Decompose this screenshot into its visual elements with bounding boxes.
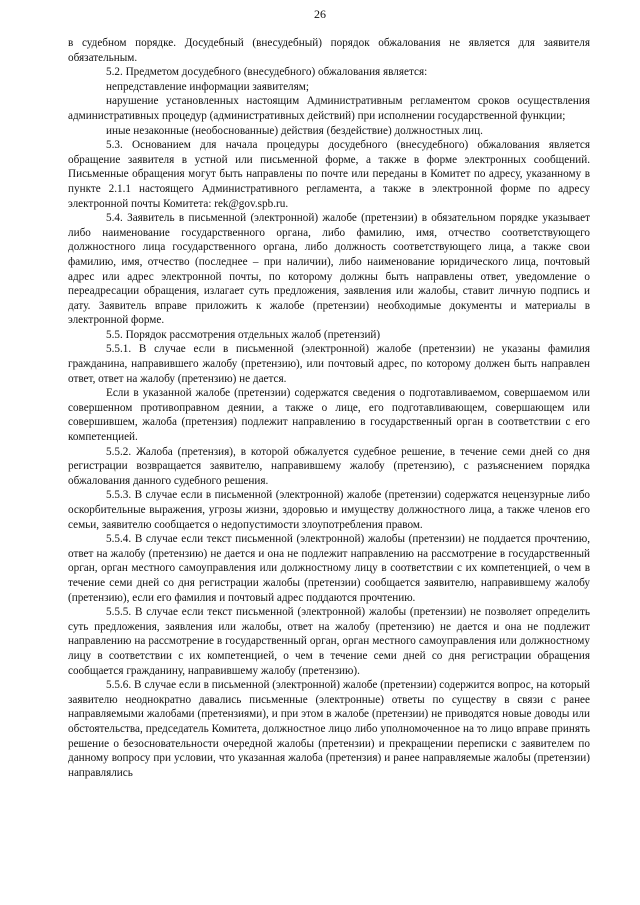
paragraph: 5.5.3. В случае если в письменной (электронной) жалобе (претензии) содержатся нецензурные либо оскорбительные выражения, угрозы жизни, здоровью и имуществу должностного лица, а также членов его семьи, заявителю сообщается о недопустимости злоупотребления правом. xyxy=(68,489,590,531)
paragraph: 5.4. Заявитель в письменной (электронной) жалобе (претензии) в обязательном порядке указывает либо наименование государственного органа, либо фамилию, имя, отчество соответствующего должностного лица государственного органа, либо должность соответствующего лица, а также свои фамилию, имя, отчество (последнее – при наличии), либо наименование юридического лица, почтовый адрес или адрес электронной почты, по которому должны быть направлены ответ, уведомление о переадресации обращения, излагает суть предложения, заявления или жалобы, ставит личную подпись и дату. Заявитель вправе приложить к жалобе (претензии) необходимые документы и материалы в электронной форме. xyxy=(68,212,590,327)
paragraph: нарушение установленных настоящим Административным регламентом сроков осуществления административных процедур (административных действий) при исполнении государственной функции; xyxy=(68,95,590,122)
paragraph: иные незаконные (необоснованные) действия (бездействие) должностных лиц. xyxy=(106,124,483,137)
document-body xyxy=(68,36,590,780)
paragraph: 5.5.6. В случае если в письменной (электронной) жалобе (претензии) содержится вопрос, на который заявителю неоднократно давались письменные (электронные) ответы по существу в связи с ранее направляемыми жалобами (претензиями), и при этом в жалобе (претензии) не приводятся новые доводы или обстоятельства, председатель Комитета, должностное лицо либо уполномоченное на то лицо вправе принять решение о безосновательности очередной жалобы (претензии) и прекращении переписки с заявителем по данному вопросу при условии, что указанная жалоба (претензия) и ранее направляемые жалобы (претензии) направлялись xyxy=(68,679,590,779)
paragraph: 5.5.1. В случае если в письменной (электронной) жалобе (претензии) не указаны фамилия гражданина, направившего жалобу (претензию), или почтовый адрес, по которому должен быть направлен ответ, ответ на жалобу (претензию) не дается. xyxy=(68,343,590,385)
paragraph: непредставление информации заявителям; xyxy=(106,80,309,93)
paragraph: 5.3. Основанием для начала процедуры досудебного (внесудебного) обжалования является обращение заявителя в устной или письменной форме, а также в форме электронных сообщений. Письменные обращения могут быть направлены по почте или переданы в Комитет по адресу, указанному в пункте 2.1.1 настоящего Административного регламента, а также в электронной форме по адресу электронной почты Комитета: rek@gov.spb.ru. xyxy=(68,139,590,210)
paragraph: 5.5.5. В случае если текст письменной (электронной) жалобы (претензии) не позволяет определить суть предложения, заявления или жалобы, ответ на жалобу (претензию) не дается и она не подлежит направлению на рассмотрение в государственный орган, орган местного самоуправления или должностному лицу в соответствии с их компетенцией, о чем в течение семи дней со дня регистрации обращения сообщается гражданину, направившему жалобу (претензию). xyxy=(68,606,590,677)
paragraph: 5.5.4. В случае если текст письменной (электронной) жалобы (претензии) не поддается прочтению, ответ на жалобу (претензию) не дается и она не подлежит направлению на рассмотрение в государственный орган, орган местного самоуправления или должностному лицу в соответствии с их компетенцией, о чем в течение семи дней со дня регистрации жалобы (претензии) сообщается заявителю, направившему жалобу (претензию), если его фамилия и почтовый адрес поддаются прочтению. xyxy=(68,533,590,604)
paragraph: 5.5.2. Жалоба (претензия), в которой обжалуется судебное решение, в течение семи дней со дня регистрации возвращается заявителю, направившему жалобу (претензию), с разъяснением порядка обжалования данного судебного решения. xyxy=(68,445,590,487)
paragraph: в судебном порядке. Досудебный (внесудебный) порядок обжалования не является для заявителя обязательным. xyxy=(68,37,590,64)
paragraph: 5.5. Порядок рассмотрения отдельных жалоб (претензий) xyxy=(106,328,381,341)
page-number: 26 xyxy=(314,7,326,21)
paragraph: Если в указанной жалобе (претензии) содержатся сведения о подготавливаемом, совершаемом или совершенном противоправном деянии, а также о лице, его подготавливающем, совершающем или совершившем, жалоба (претензия) подлежит направлению в государственный орган в соответствии с его компетенцией. xyxy=(68,387,590,444)
paragraph: 5.2. Предметом досудебного (внесудебного) обжалования является: xyxy=(106,66,428,79)
